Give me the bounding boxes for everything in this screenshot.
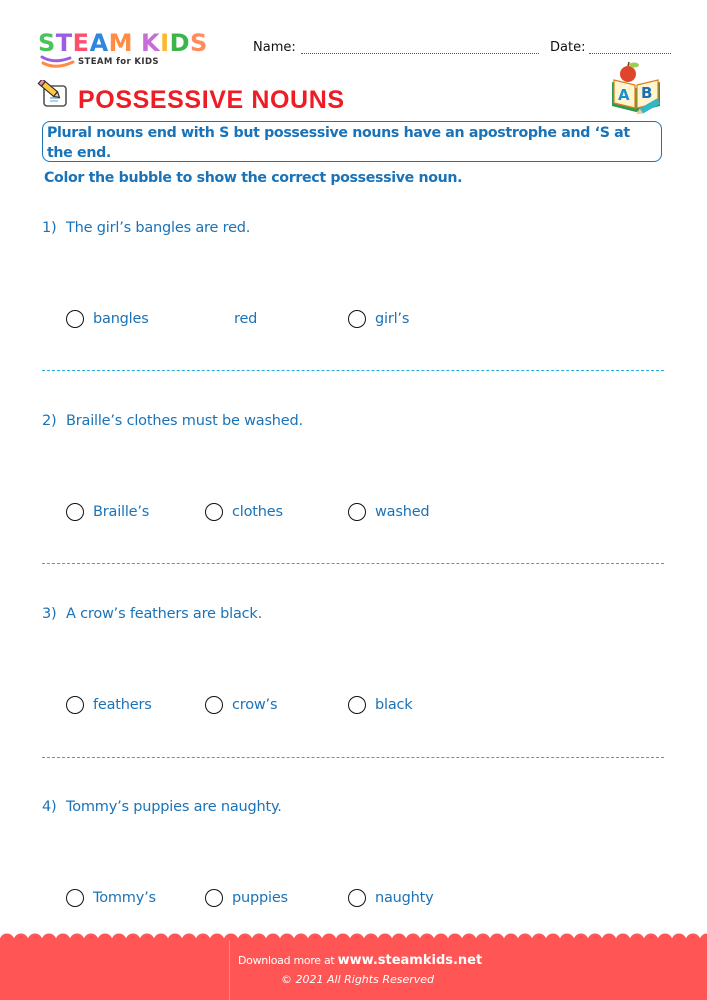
bubble-icon[interactable] bbox=[66, 696, 84, 714]
name-field[interactable] bbox=[301, 53, 539, 54]
option-label: Braille’s bbox=[93, 504, 150, 520]
svg-text:A: A bbox=[618, 86, 630, 104]
question-number: 2) bbox=[42, 413, 57, 429]
pencil-scroll-icon bbox=[36, 80, 70, 110]
question-sentence: Braille’s clothes must be washed. bbox=[66, 413, 303, 429]
question-sentence: A crow’s feathers are black. bbox=[66, 606, 263, 622]
instruction-text: Color the bubble to show the correct possessive noun. bbox=[44, 170, 463, 186]
option-label: Tommy’s bbox=[93, 890, 156, 906]
option-label: naughty bbox=[375, 890, 434, 906]
option-girls[interactable] bbox=[348, 310, 409, 328]
steam-kids-logo bbox=[38, 30, 238, 72]
option-bangles[interactable] bbox=[66, 310, 149, 328]
logo-letter: D bbox=[169, 29, 191, 57]
logo-letter: T bbox=[55, 29, 73, 57]
option-label: crow’s bbox=[232, 697, 278, 713]
download-prefix: Download more at bbox=[238, 954, 335, 967]
logo-swoosh-icon bbox=[40, 54, 76, 70]
logo-tagline: STEAM for KIDS bbox=[78, 57, 159, 67]
logo-letter: I bbox=[160, 29, 170, 57]
logo-letter: M bbox=[108, 29, 134, 57]
bubble-icon[interactable] bbox=[205, 503, 223, 521]
footer-banner bbox=[0, 940, 707, 1000]
bubble-icon[interactable] bbox=[348, 889, 366, 907]
option-clothes[interactable] bbox=[205, 503, 283, 521]
question-number: 4) bbox=[42, 799, 57, 815]
bubble-icon[interactable] bbox=[348, 310, 366, 328]
footer-download bbox=[238, 953, 482, 968]
question-number: 1) bbox=[42, 220, 57, 236]
svg-text:B: B bbox=[641, 84, 653, 102]
footer-separator bbox=[229, 940, 230, 1000]
option-label: bangles bbox=[93, 311, 149, 327]
question-sentence: The girl’s bangles are red. bbox=[66, 220, 251, 236]
bubble-icon[interactable] bbox=[66, 503, 84, 521]
bubble-icon[interactable] bbox=[348, 696, 366, 714]
option-label: girl’s bbox=[375, 311, 410, 327]
option-label: black bbox=[375, 697, 413, 713]
name-label: Name: bbox=[253, 40, 296, 55]
info-text-line1: Plural nouns end with S but possessive nouns have an apostrophe and ‘S at bbox=[47, 125, 630, 141]
page-title: POSSESSIVE NOUNS bbox=[78, 86, 345, 114]
option-tommys[interactable] bbox=[66, 889, 156, 907]
option-label: washed bbox=[375, 504, 430, 520]
option-brailles[interactable] bbox=[66, 503, 149, 521]
logo-wordmark bbox=[38, 30, 238, 56]
option-naughty[interactable] bbox=[348, 889, 434, 907]
question-number: 3) bbox=[42, 606, 57, 622]
bubble-icon[interactable] bbox=[348, 503, 366, 521]
question-sentence: Tommy’s puppies are naughty. bbox=[66, 799, 282, 815]
date-field[interactable] bbox=[589, 53, 671, 54]
question-2 bbox=[42, 413, 303, 429]
bubble-icon[interactable] bbox=[205, 889, 223, 907]
logo-letter: A bbox=[89, 29, 109, 57]
copyright-text: © 2021 All Rights Reserved bbox=[281, 973, 435, 986]
info-box bbox=[42, 121, 662, 162]
logo-letter: E bbox=[72, 29, 90, 57]
download-link[interactable]: www.steamkids.net bbox=[337, 953, 483, 968]
abc-book-apple-icon bbox=[606, 60, 666, 116]
option-black[interactable] bbox=[348, 696, 413, 714]
info-text-line2: the end. bbox=[47, 145, 111, 161]
section-divider bbox=[42, 563, 664, 564]
section-divider bbox=[42, 757, 664, 758]
option-puppies[interactable] bbox=[205, 889, 288, 907]
question-3 bbox=[42, 606, 262, 622]
bubble-icon[interactable] bbox=[66, 889, 84, 907]
option-red[interactable] bbox=[207, 310, 257, 328]
bubble-icon[interactable] bbox=[66, 310, 84, 328]
bubble-icon[interactable] bbox=[205, 696, 223, 714]
question-4 bbox=[42, 799, 282, 815]
option-label: red bbox=[234, 311, 258, 327]
logo-letter: S bbox=[190, 29, 208, 57]
scallop-edge-decoration bbox=[0, 932, 707, 942]
option-label: puppies bbox=[232, 890, 288, 906]
option-feathers[interactable] bbox=[66, 696, 152, 714]
logo-letter: K bbox=[141, 29, 161, 57]
option-crows[interactable] bbox=[205, 696, 277, 714]
section-divider bbox=[42, 370, 664, 371]
option-label: clothes bbox=[232, 504, 283, 520]
option-label: feathers bbox=[93, 697, 152, 713]
date-label: Date: bbox=[550, 40, 586, 55]
logo-letter: S bbox=[38, 29, 56, 57]
question-1 bbox=[42, 220, 250, 236]
option-washed[interactable] bbox=[348, 503, 429, 521]
